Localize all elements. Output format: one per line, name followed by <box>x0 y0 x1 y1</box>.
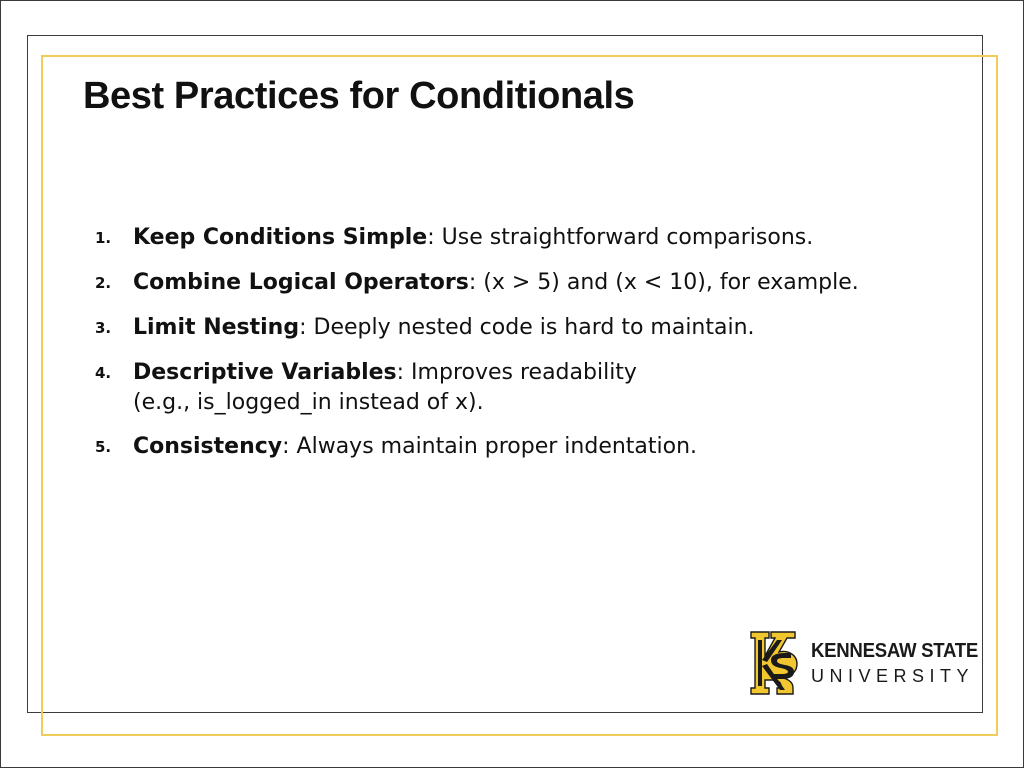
list-item <box>95 312 935 344</box>
item-number: 3. <box>95 319 112 337</box>
item-number: 2. <box>95 274 112 292</box>
list-item <box>95 431 935 463</box>
slide-title: Best Practices for Conditionals <box>83 75 635 117</box>
item-text: : Improves readability <box>396 360 637 385</box>
item-term: Limit Nesting <box>133 315 300 340</box>
item-body <box>133 431 935 462</box>
list-item <box>95 222 935 254</box>
item-body <box>133 267 935 298</box>
logo-line-1: KENNESAW STATE <box>811 640 978 662</box>
item-body <box>133 222 935 253</box>
item-term: Keep Conditions Simple <box>133 225 428 250</box>
item-text: : (x > 5) and (x < 10), for example. <box>468 270 859 295</box>
item-body <box>133 357 935 418</box>
item-number: 4. <box>95 364 112 382</box>
list-item <box>95 357 935 418</box>
item-text: : Deeply nested code is hard to maintain. <box>299 315 755 340</box>
item-body <box>133 312 935 343</box>
item-term: Combine Logical Operators <box>133 270 469 295</box>
item-term: Consistency <box>133 434 283 459</box>
logo-line-2: UNIVERSITY <box>811 666 975 686</box>
university-logo <box>747 630 991 696</box>
practices-list <box>95 222 935 476</box>
item-text: : Always maintain proper indentation. <box>282 434 698 459</box>
item-number: 1. <box>95 229 112 247</box>
list-item <box>95 267 935 299</box>
item-number: 5. <box>95 438 112 456</box>
ks-monogram-icon <box>747 630 801 696</box>
item-text: : Use straightforward comparisons. <box>427 225 814 250</box>
item-term: Descriptive Variables <box>133 360 397 385</box>
item-text-continued: (e.g., is_logged_in instead of x). <box>133 390 484 415</box>
logo-wordmark <box>811 641 991 685</box>
